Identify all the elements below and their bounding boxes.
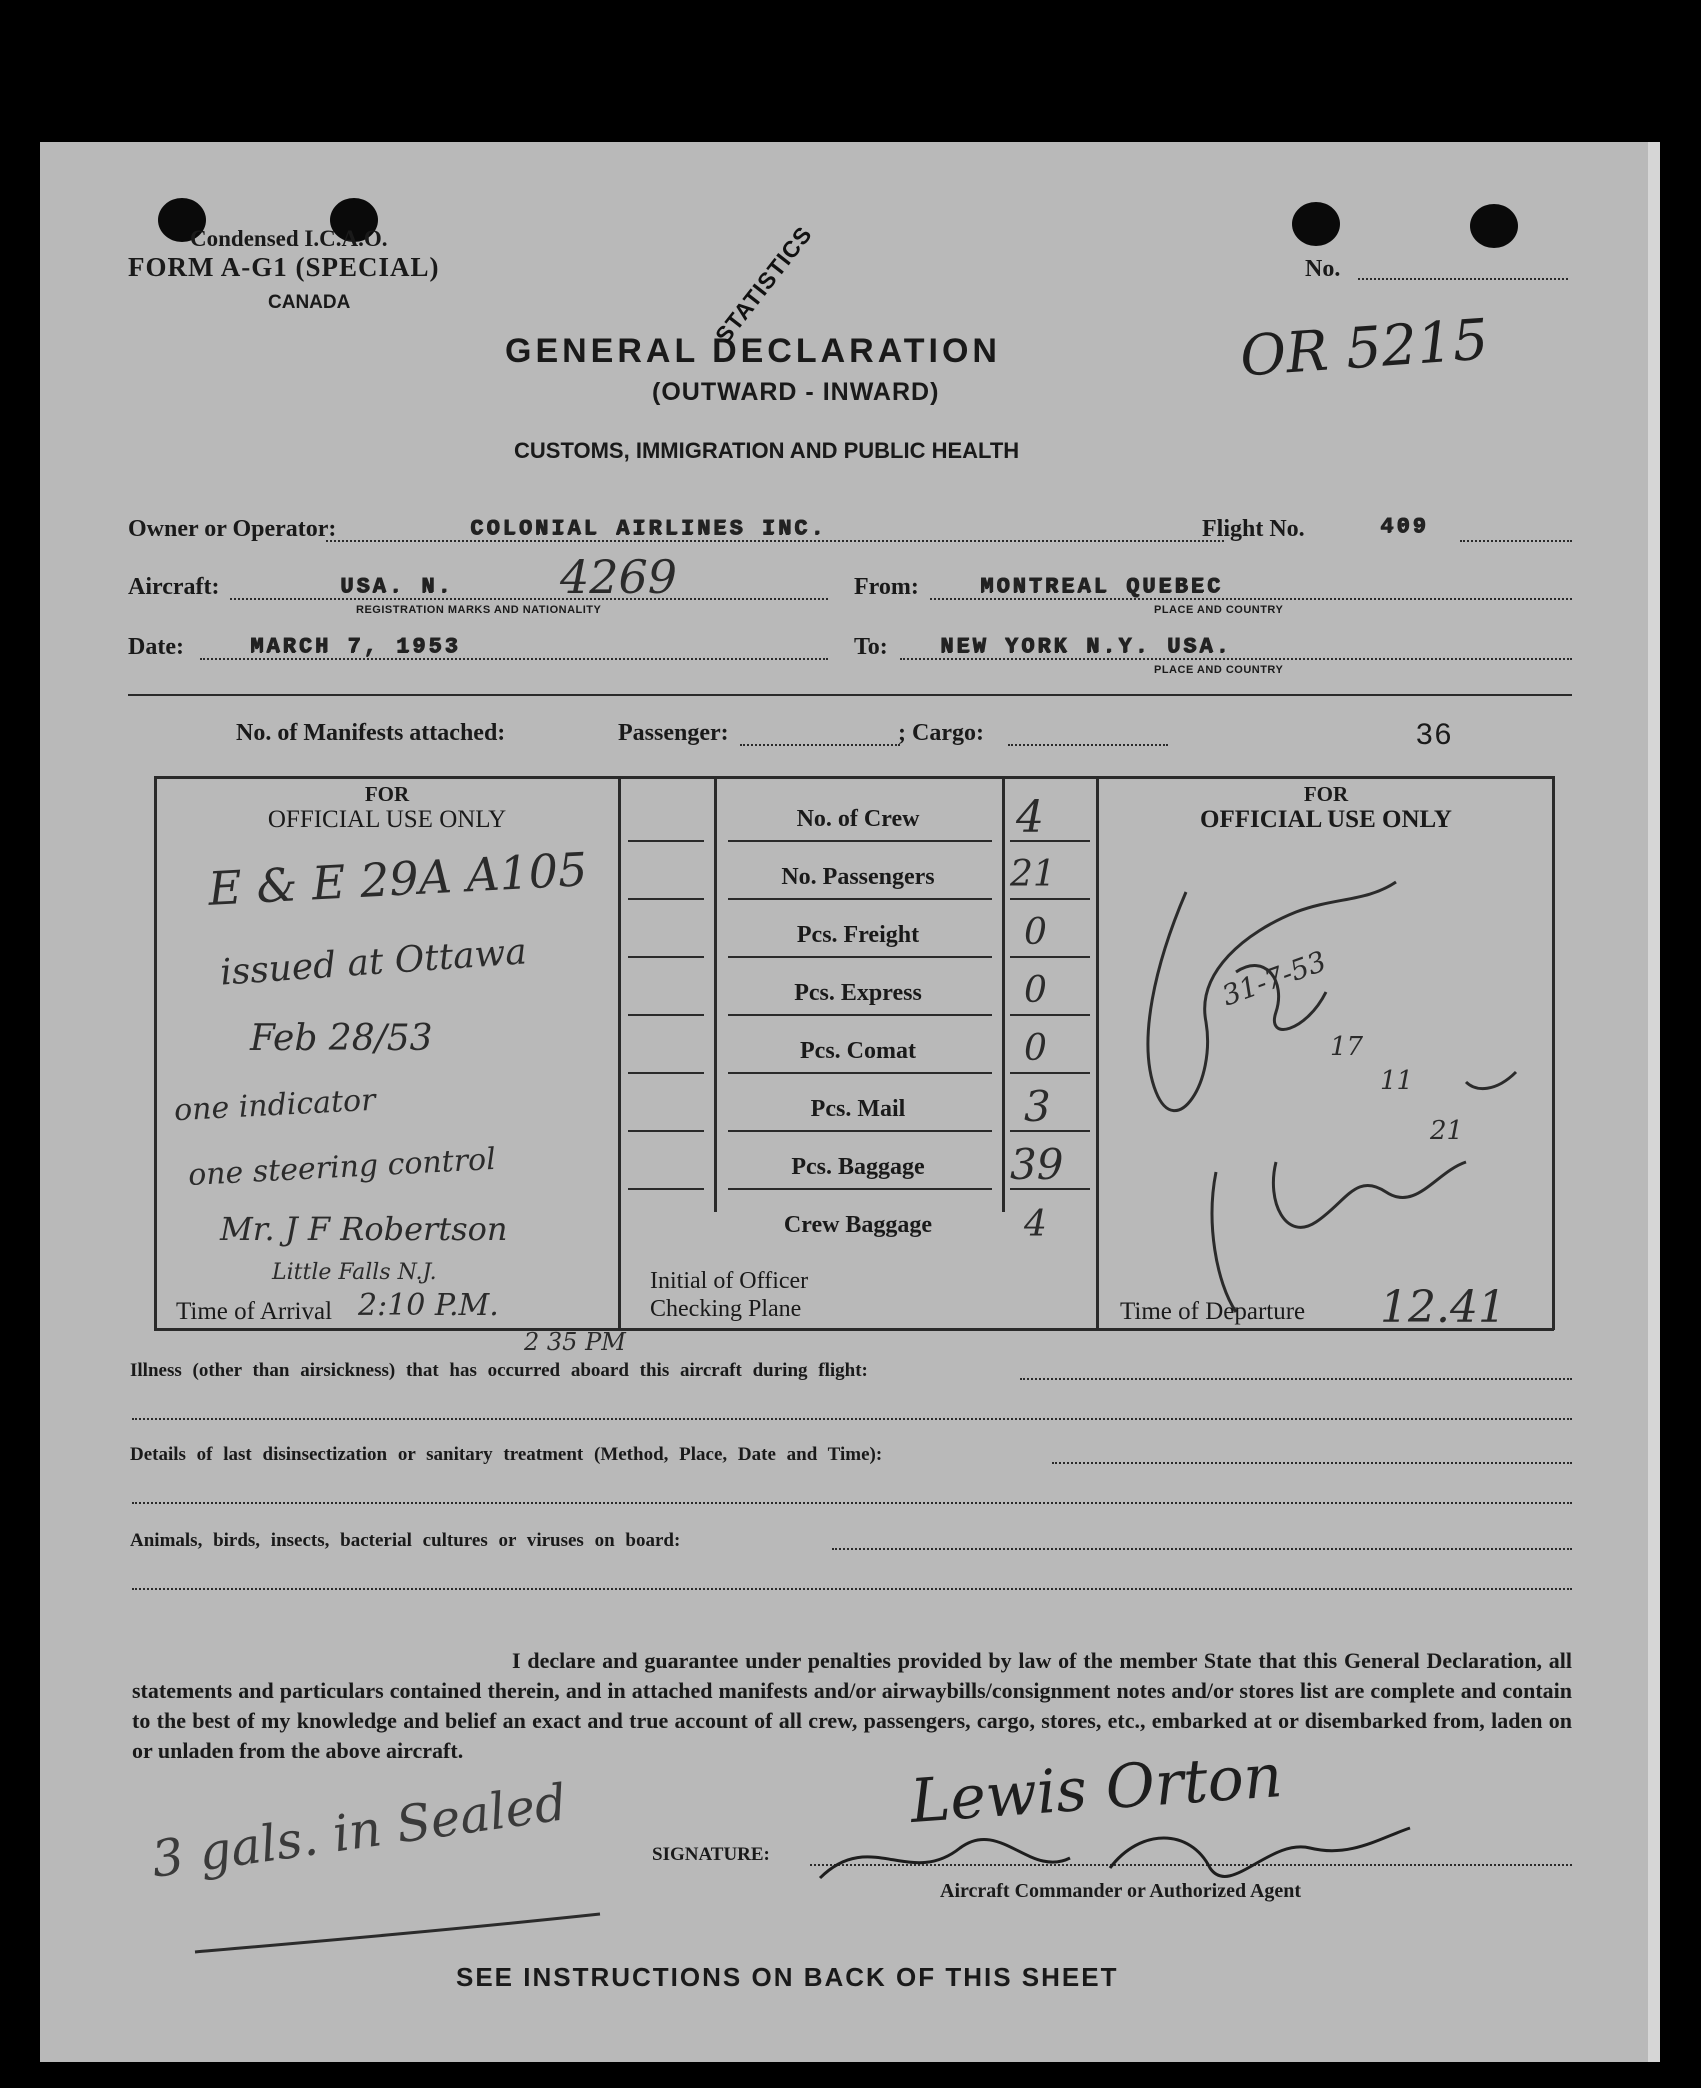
row-line (728, 956, 992, 958)
initial-line (628, 956, 704, 958)
table-divider-1 (618, 776, 621, 1330)
table-left-border (154, 776, 157, 1330)
to-caption: PLACE AND COUNTRY (1154, 664, 1284, 676)
form-title: GENERAL DECLARATION (505, 332, 1001, 370)
row-line (728, 1072, 992, 1074)
initial-line (628, 898, 704, 900)
row-line (728, 1130, 992, 1132)
row-line (728, 898, 992, 900)
initial-line (628, 1072, 704, 1074)
declaration-form-sheet (40, 142, 1660, 2062)
aircraft-handwritten: 4269 (560, 550, 678, 604)
value-line (1010, 898, 1090, 900)
left-note-7: Little Falls N.J. (272, 1260, 437, 1285)
disinsect-dotted-line-2 (132, 1502, 1572, 1504)
from-value: MONTREAL QUEBEC (980, 574, 1224, 599)
flight-value: 409 (1380, 514, 1429, 539)
illness-dotted-line-1 (1020, 1378, 1572, 1380)
value-express: 0 (1024, 970, 1047, 1011)
statistics-stamp: STATISTICS (710, 221, 818, 349)
row-label-mail: Pcs. Mail (810, 1096, 906, 1122)
form-authority: Condensed I.C.A.O. (190, 226, 388, 251)
left-note-5: one steering control (187, 1141, 497, 1194)
value-line (1010, 1014, 1090, 1016)
right-note-2: 17 (1330, 1032, 1364, 1062)
aircraft-value: USA. N. (340, 574, 454, 599)
table-divider-4 (1096, 776, 1099, 1330)
initial-line (628, 1188, 704, 1190)
from-label: From: (854, 574, 919, 600)
value-comat: 0 (1024, 1028, 1047, 1069)
manifests-cargo-label: ; Cargo: (898, 720, 984, 746)
handwritten-reference: OR 5215 (1238, 307, 1491, 390)
row-line (728, 840, 992, 842)
value-crew: 4 (1016, 792, 1044, 843)
left-note-1: E & E 29A A105 (206, 842, 589, 916)
declaration-paragraph: I declare and guarantee under penalties provided by law of the member State that this General Declaration, all statements and particulars contained therein, and in attached manifests and/or airwaybills/consignment notes and/or stores list are complete and contain to the best of my knowledge and belief an exact and true account of all crew, passengers, cargo, stores, etc., embarked at or disembarked from, laden on or unladen from the above aircraft. (132, 1648, 1572, 1763)
no-label: No. (1305, 256, 1341, 282)
time-arrival-label: Time of Arrival (176, 1298, 333, 1325)
value-passengers: 21 (1010, 854, 1056, 895)
sheet-edge (1648, 142, 1660, 2062)
owner-label: Owner or Operator: (128, 516, 337, 542)
row-label-freight: Pcs. Freight (796, 922, 920, 948)
manifests-label: No. of Manifests attached: (236, 720, 506, 746)
left-note-2: issued at Ottawa (218, 931, 529, 994)
table-top-border (154, 776, 1554, 779)
owner-value: COLONIAL AIRLINES INC. (470, 516, 827, 541)
form-country: CANADA (268, 292, 351, 313)
to-value: NEW YORK N.Y. USA. (940, 634, 1232, 659)
cargo-dotted-line (1008, 744, 1168, 746)
animals-dotted-line-2 (132, 1588, 1572, 1590)
to-label: To: (854, 634, 888, 660)
initial-line (628, 1014, 704, 1016)
manifests-passenger-label: Passenger: (618, 720, 729, 746)
illness-dotted-line-2 (132, 1418, 1572, 1420)
punch-hole-4 (1470, 204, 1518, 248)
row-label-comat: Pcs. Comat (800, 1038, 916, 1064)
table-bottom-border (154, 1328, 1554, 1331)
left-official-header-1: FOR (364, 782, 410, 806)
initial-line (628, 840, 704, 842)
date-label: Date: (128, 634, 184, 660)
value-crew-baggage: 4 (1024, 1204, 1047, 1245)
no-dotted-line (1358, 278, 1568, 280)
aircraft-dotted-line (230, 598, 828, 600)
table-divider-3 (1002, 776, 1005, 1212)
punch-hole-3 (1292, 202, 1340, 246)
row-label-crew-baggage: Crew Baggage (783, 1212, 933, 1238)
date-value: MARCH 7, 1953 (250, 634, 461, 659)
header-separator (128, 694, 1572, 696)
animals-question: Animals, birds, insects, bacterial cultures or viruses on board: (130, 1530, 681, 1551)
note-underline (190, 1902, 610, 1962)
right-note-4: 21 (1430, 1116, 1464, 1146)
right-official-header-1: FOR (1303, 782, 1349, 806)
disinsect-dotted-line-1 (1052, 1462, 1572, 1464)
flight-dotted-line (1460, 540, 1572, 542)
row-label-passengers: No. Passengers (781, 864, 935, 890)
left-official-header-2: OFFICIAL USE ONLY (267, 806, 507, 833)
value-freight: 0 (1024, 912, 1047, 953)
form-number: FORM A-G1 (SPECIAL) (128, 252, 440, 282)
value-line (1010, 956, 1090, 958)
table-divider-2 (714, 776, 717, 1212)
time-arrival-value: 2:10 P.M. (358, 1288, 499, 1323)
initial-officer-label-1: Initial of Officer (650, 1268, 809, 1294)
left-note-6: Mr. J F Robertson (220, 1210, 508, 1248)
table-right-border (1552, 776, 1555, 1330)
aircraft-label: Aircraft: (128, 574, 220, 600)
disinsect-question: Details of last disinsectization or sanitary treatment (Method, Place, Date and Time): (130, 1444, 883, 1465)
department-line: CUSTOMS, IMMIGRATION AND PUBLIC HEALTH (514, 438, 1020, 463)
row-line (728, 1188, 992, 1190)
time-arrival-extra: 2 35 PM (524, 1328, 626, 1356)
form-subtitle: (OUTWARD - INWARD) (652, 378, 940, 406)
right-official-header-2: OFFICIAL USE ONLY (1200, 806, 1452, 833)
time-departure-label: Time of Departure (1120, 1298, 1306, 1325)
row-label-express: Pcs. Express (794, 980, 922, 1006)
manifests-number: 36 (1416, 718, 1454, 751)
row-label-baggage: Pcs. Baggage (791, 1154, 925, 1180)
illness-question: Illness (other than airsickness) that has occurred aboard this aircraft during flight: (130, 1360, 868, 1381)
row-line (728, 1014, 992, 1016)
value-line (1010, 1072, 1090, 1074)
initial-officer-label-2: Checking Plane (650, 1296, 802, 1322)
value-baggage: 39 (1010, 1140, 1064, 1189)
footer-instructions: SEE INSTRUCTIONS ON BACK OF THIS SHEET (456, 1962, 1119, 1992)
signature-handwritten: Lewis Orton (908, 1741, 1285, 1837)
right-official-scribbles (1116, 842, 1546, 1322)
aircraft-caption: REGISTRATION MARKS AND NATIONALITY (356, 604, 602, 616)
flight-label: Flight No. (1202, 516, 1305, 542)
value-mail: 3 (1024, 1082, 1051, 1131)
signature-caption: Aircraft Commander or Authorized Agent (940, 1880, 1302, 1902)
row-label-crew: No. of Crew (796, 806, 920, 832)
from-caption: PLACE AND COUNTRY (1154, 604, 1284, 616)
animals-dotted-line-1 (832, 1548, 1572, 1550)
handwritten-note-gals: 3 gals. in Sealed (147, 1773, 571, 1889)
initial-line (628, 1130, 704, 1132)
signature-label: SIGNATURE: (652, 1844, 770, 1865)
passenger-dotted-line (740, 744, 900, 746)
left-note-3: Feb 28/53 (250, 1018, 433, 1059)
time-departure-value: 12.41 (1380, 1282, 1506, 1333)
left-note-4: one indicator (173, 1082, 377, 1129)
right-note-3: 11 (1380, 1066, 1414, 1096)
right-note-date: 31-7-53 (1217, 944, 1331, 1013)
